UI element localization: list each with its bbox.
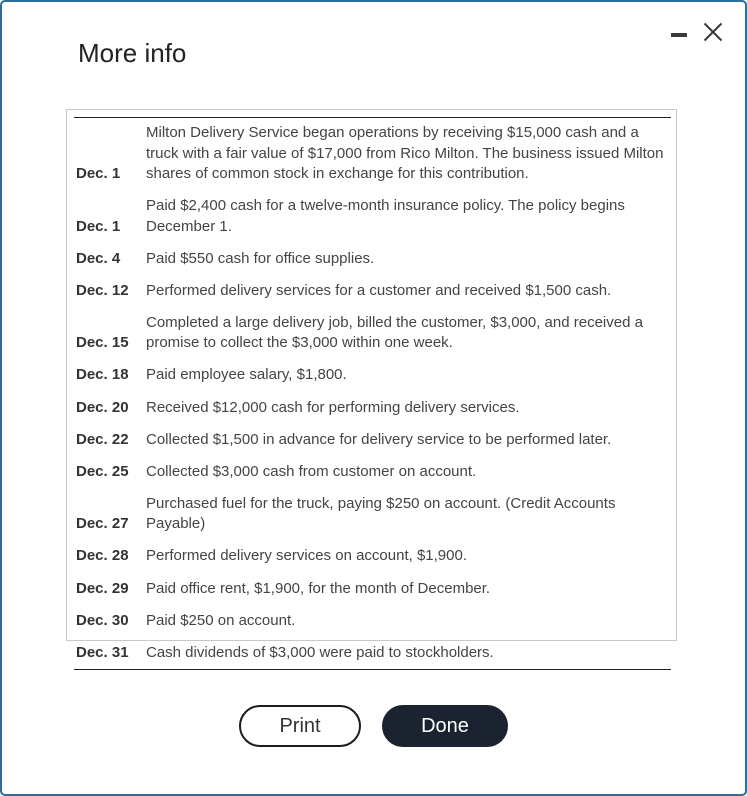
transaction-date: Dec. 27: [76, 515, 129, 533]
table-row: [74, 275, 671, 307]
minimize-icon[interactable]: [671, 33, 687, 37]
transactions-table: [74, 118, 671, 669]
table-row: [74, 637, 671, 669]
transaction-date: Dec. 31: [76, 643, 129, 661]
transaction-description: Paid $550 cash for office supplies.: [146, 249, 375, 267]
transaction-date: Dec. 15: [76, 334, 129, 352]
transactions-table-wrapper: [74, 117, 671, 670]
transaction-description: Performed delivery services for a customer and received $1,500 cash.: [146, 281, 612, 299]
transaction-description: Completed a large delivery job, billed the customer, $3,000, and received a promise to collect the $3,000 within one week.: [146, 313, 643, 352]
transaction-description: Collected $3,000 cash from customer on account.: [146, 462, 477, 480]
transaction-date: Dec. 28: [76, 547, 129, 565]
table-row: [74, 190, 671, 243]
print-button[interactable]: Print: [239, 705, 361, 747]
table-row: [74, 573, 671, 605]
transaction-description: Collected $1,500 in advance for delivery service to be performed later.: [146, 430, 612, 448]
table-row: [74, 605, 671, 637]
transaction-date: Dec. 25: [76, 462, 129, 480]
table-row: [74, 541, 671, 573]
done-button[interactable]: Done: [382, 705, 508, 747]
transaction-description: Paid $2,400 cash for a twelve-month insurance policy. The policy begins December 1.: [146, 197, 625, 235]
transaction-description: Cash dividends of $3,000 were paid to stockholders.: [146, 643, 494, 661]
transaction-description: Received $12,000 cash for performing delivery services.: [146, 398, 520, 416]
transactions-panel: [66, 109, 677, 661]
transaction-date: Dec. 4: [76, 249, 121, 267]
close-icon[interactable]: [703, 22, 723, 42]
transaction-date: Dec. 22: [76, 430, 129, 448]
table-row: [74, 360, 671, 392]
transaction-description: Paid $250 on account.: [146, 611, 296, 629]
table-row: [74, 456, 671, 488]
table-row: [74, 118, 671, 190]
transaction-date: Dec. 12: [76, 281, 129, 299]
window-controls: [671, 22, 723, 42]
table-row: [74, 243, 671, 275]
transaction-description: Milton Delivery Service began operations by receiving $15,000 cash and a truck with a fair value of $17,000 from Rico Milton. The business issued Milton shares of common stock in exchange for this contribution.: [146, 124, 664, 182]
transaction-date: Dec. 18: [76, 366, 129, 384]
table-row: [74, 424, 671, 456]
dialog-title: More info: [78, 38, 187, 68]
table-row: [74, 488, 671, 541]
transaction-date: Dec. 1: [76, 165, 121, 182]
transaction-description: Paid employee salary, $1,800.: [146, 366, 347, 384]
table-row: [74, 307, 671, 360]
transaction-description: Purchased fuel for the truck, paying $250 on account. (Credit Accounts Payable): [146, 494, 616, 533]
transaction-date: Dec. 30: [76, 611, 129, 629]
table-row: [74, 392, 671, 424]
transaction-description: Performed delivery services on account, $1,900.: [146, 547, 467, 565]
transaction-date: Dec. 20: [76, 398, 129, 416]
transaction-date: Dec. 1: [76, 217, 121, 235]
transaction-description: Paid office rent, $1,900, for the month of December.: [146, 579, 491, 597]
transaction-date: Dec. 29: [76, 579, 129, 597]
